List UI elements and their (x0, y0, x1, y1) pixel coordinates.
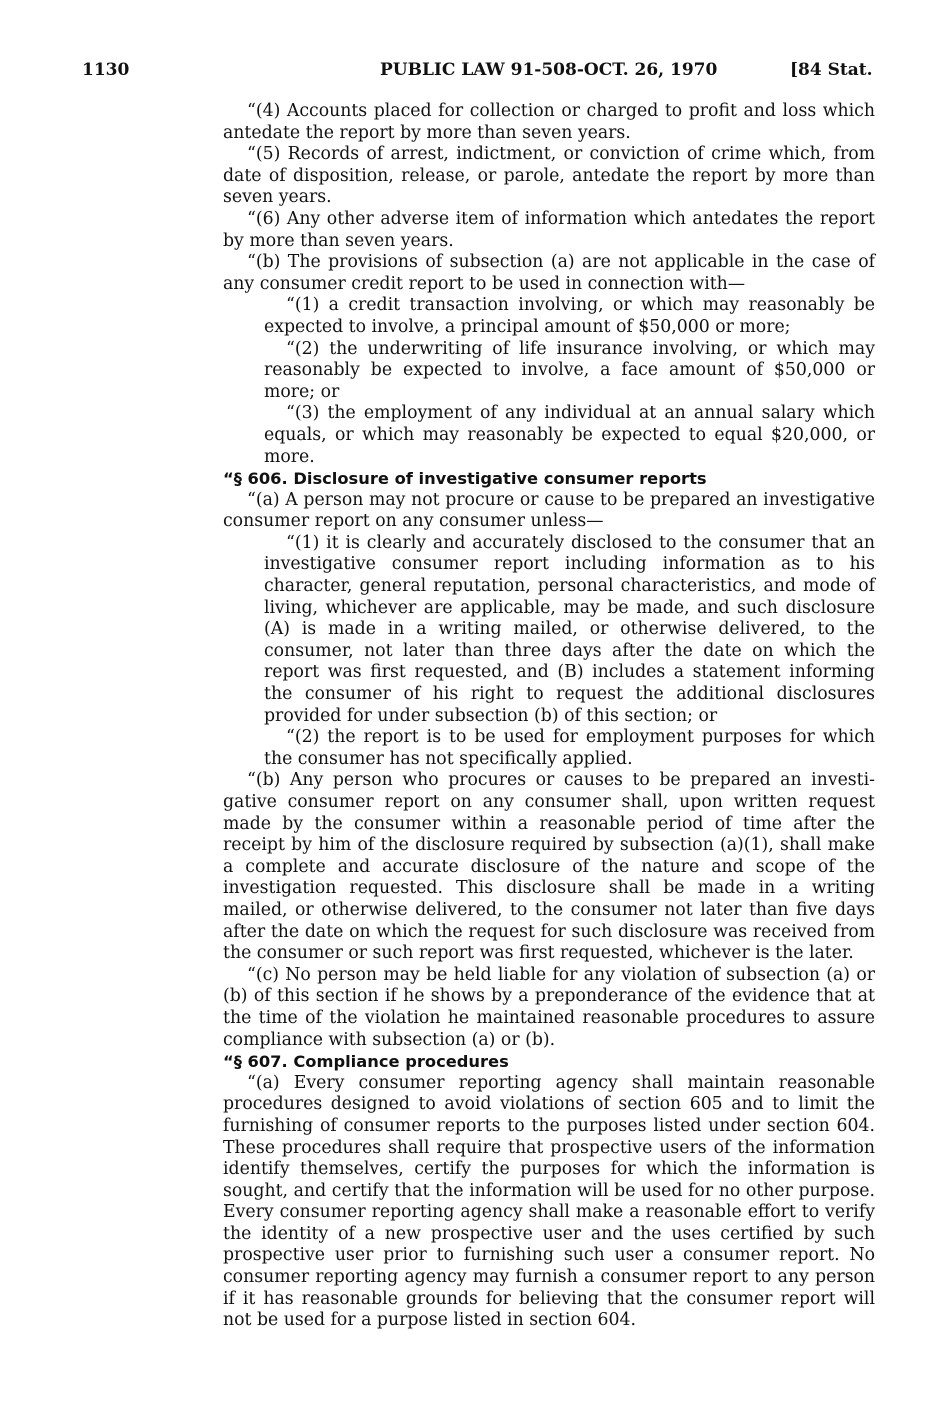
section-606-clause-2: “(2) the report is to be used for employment purposes for which the consumer has not specifically applied. (264, 727, 875, 769)
subsection-b-exceptions: “(b) The provisions of subsection (a) are not applicable in the case of any consumer credit report to be used in connection with— (223, 252, 875, 294)
section-606-subsection-b: “(b) Any person who procures or causes to be prepared an investigative consumer report on any consumer shall, upon written request made by the consumer within a reasonable period of time after the receipt by him of the disclosure required by subsection (a)(1), shall make a complete and accurate disclosure of the nature and scope of the investigation requested. This disclosure shall be made in a writing mailed, or otherwise delivered, to the consumer not later than five days after the date on which the request for such disclosure was received from the consumer or such report was first requested, whichever is the later. (223, 770, 875, 964)
clause-2-life-insurance: “(2) the underwriting of life insurance involving, or which may reasonably be expected to involve, a face amount of $50,000 or more; or (264, 338, 875, 402)
section-606-subsection-a: “(a) A person may not procure or cause to be prepared an investigative consumer report on any consumer unless— (223, 489, 875, 532)
paragraph-4-accounts: “(4) Accounts placed for collection or charged to profit and loss which antedate the report by more than seven years. (223, 101, 875, 143)
paragraph-6-adverse-item: “(6) Any other adverse item of information which antedates the report by more than seven years. (223, 208, 875, 251)
section-606-clause-1: “(1) it is clearly and accurately disclosed to the consumer that an investigative consumer report including information as to his character, general reputation, personal characteristics, and mode of living, whichever are applicable, may be made, and such disclosure (A) is made in a writing mailed, or otherwise delivered, to the consumer, not later than three days after the date on which the report was first requested, and (B) includes a statement informing the consumer of his right to request the additional disclosures provided for under subsection (b) of this section; or (264, 532, 875, 726)
paragraph-5-records: “(5) Records of arrest, indictment, or conviction of crime which, from date of disposition, release, or parole, antedate the report by more than seven years. (223, 144, 875, 208)
document-body (223, 101, 875, 1332)
section-606-subsection-c: “(c) No person may be held liable for any violation of subsection (a) or (b) of this section if he shows by a preponderance of the evidence that at the time of the violation he maintained reasonable procedures to assure compliance with subsection (a) or (b). (223, 964, 875, 1050)
statute-reference: [84 Stat. (790, 60, 873, 80)
section-607-subsection-a: “(a) Every consumer reporting agency shall maintain reasonable procedures designed to avoid violations of section 605 and to limit the furnishing of consumer reports to the purposes listed under section 604. These procedures shall require that prospective users of the information identify themselves, certify the purposes for which the information is sought, and certify that the information will be used for no other purpose. Every consumer reporting agency shall make a reasonable effort to verify the identity of a new prospective user and the uses certified by such prospective user prior to furnishing such user a consumer report. No consumer reporting agency may furnish a consumer report to any person if it has reasonable grounds for believing that the consumer report will not be used for a purpose listed in section 604. (223, 1072, 875, 1331)
clause-1-credit-transaction: “(1) a credit transaction involving, or which may reasonably be expected to involve, a principal amount of $50,000 or more; (264, 295, 875, 337)
page-number: 1130 (82, 60, 130, 80)
section-607-heading: “§ 607. Compliance procedures (223, 1052, 509, 1072)
running-header-title: PUBLIC LAW 91-508-OCT. 26, 1970 (380, 60, 718, 80)
clause-3-employment: “(3) the employment of any individual at an annual salary which equals, or which may reasonably be expected to equal $20,000, or more. (264, 403, 875, 467)
section-606-heading: “§ 606. Disclosure of investigative consumer reports (223, 469, 707, 489)
